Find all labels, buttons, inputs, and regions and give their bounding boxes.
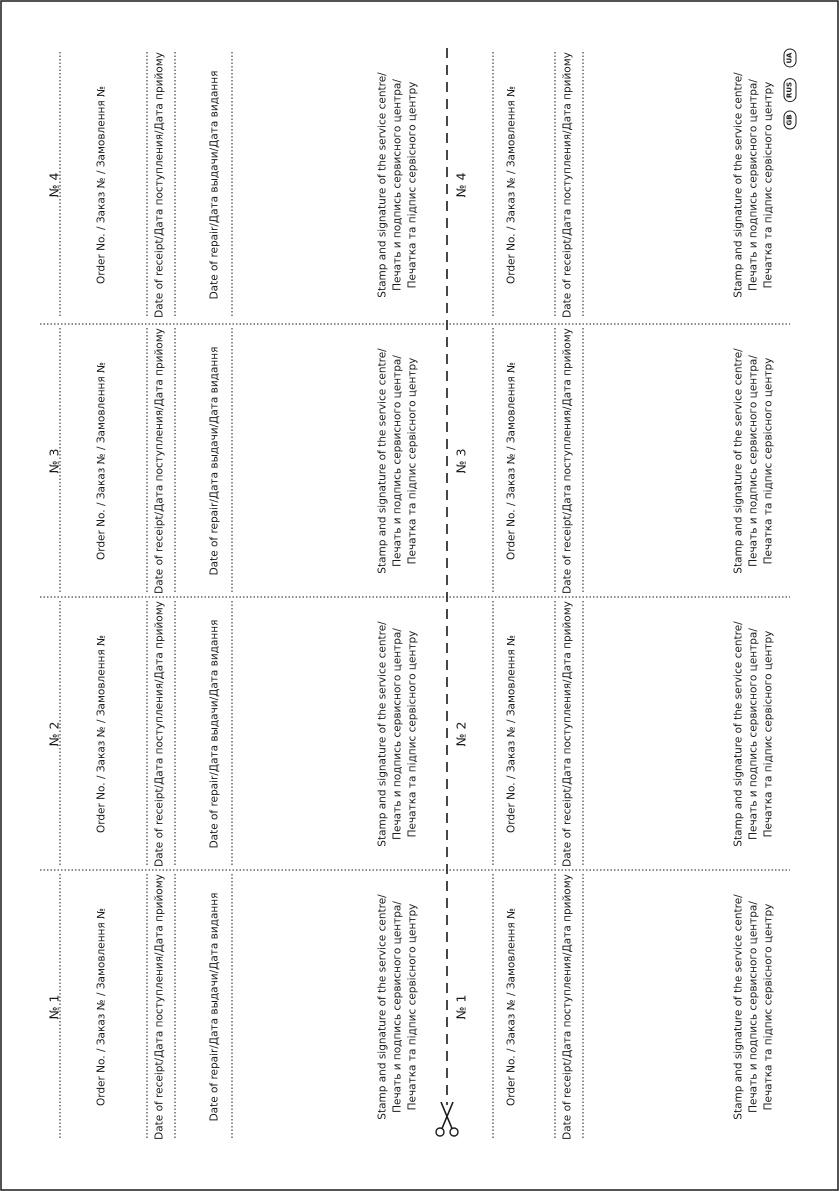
stub-date-of-receipt-field: Date of receipt/Дата поступления/Дата прийому xyxy=(561,600,574,867)
stamp-signature-field-line: Печать и подпись сервисного центра/ xyxy=(391,354,404,567)
coupon-number: № 2 xyxy=(46,721,62,746)
language-badge-rus: RUS xyxy=(784,78,797,102)
stub-stamp-signature-field-line: Печатка та підпис сервісного центру xyxy=(762,81,775,288)
stub-number: № 1 xyxy=(453,994,469,1019)
stub-order-number-field: Order No. / Заказ № / Замовлення № xyxy=(505,361,518,560)
stub-number: № 2 xyxy=(453,721,469,746)
order-number-field: Order No. / Заказ № / Замовлення № xyxy=(95,85,108,284)
stamp-signature-field-line: Печатка та підпис сервісного центру xyxy=(406,630,419,837)
stub-stamp-signature-field-line: Печать и подпись сервисного центра/ xyxy=(747,627,760,840)
stub-order-number-field: Order No. / Заказ № / Замовлення № xyxy=(505,634,518,833)
date-of-receipt-field: Date of receipt/Дата поступления/Дата прийому xyxy=(153,600,166,867)
date-of-repair-field: Date of repair/Дата выдачи/Дата видання xyxy=(208,70,221,299)
date-of-receipt-field: Date of receipt/Дата поступления/Дата прийому xyxy=(153,873,166,1140)
order-number-field: Order No. / Заказ № / Замовлення № xyxy=(95,907,108,1106)
stub-stamp-signature-field-line: Stamp and signature of the service centre/ xyxy=(732,620,745,847)
stub-number: № 3 xyxy=(453,448,469,473)
stamp-signature-field-line: Печатка та підпис сервісного центру xyxy=(406,81,419,288)
date-of-repair-field: Date of repair/Дата выдачи/Дата видання xyxy=(208,346,221,575)
stub-stamp-signature-field-line: Печатка та підпис сервісного центру xyxy=(762,630,775,837)
stub-stamp-signature-field-line: Stamp and signature of the service centre/ xyxy=(732,893,745,1120)
coupon-number: № 1 xyxy=(46,994,62,1019)
stub-order-number-field: Order No. / Заказ № / Замовлення № xyxy=(505,85,518,284)
language-badge-ua: UA xyxy=(784,49,797,68)
stamp-signature-field-line: Stamp and signature of the service centre/ xyxy=(376,71,389,298)
date-of-repair-field: Date of repair/Дата выдачи/Дата видання xyxy=(208,619,221,848)
stamp-signature-field-line: Stamp and signature of the service centre/ xyxy=(376,893,389,1120)
stub-stamp-signature-field-line: Печатка та підпис сервісного центру xyxy=(762,903,775,1110)
order-number-field: Order No. / Заказ № / Замовлення № xyxy=(95,361,108,560)
stub-stamp-signature-field xyxy=(732,621,777,846)
stub-stamp-signature-field-line: Stamp and signature of the service centre/ xyxy=(732,71,745,298)
stamp-signature-field xyxy=(376,894,421,1119)
stub-number: № 4 xyxy=(453,172,469,197)
order-number-field: Order No. / Заказ № / Замовлення № xyxy=(95,634,108,833)
stamp-signature-field-line: Печать и подпись сервисного центра/ xyxy=(391,78,404,291)
stub-date-of-receipt-field: Date of receipt/Дата поступления/Дата прийому xyxy=(561,873,574,1140)
stub-stamp-signature-field xyxy=(732,894,777,1119)
date-of-repair-field: Date of repair/Дата выдачи/Дата видання xyxy=(208,892,221,1121)
stamp-signature-field-line: Печатка та підпис сервісного центру xyxy=(406,357,419,564)
coupon-number: № 4 xyxy=(46,172,62,197)
stub-stamp-signature-field xyxy=(732,348,777,573)
stub-date-of-receipt-field: Date of receipt/Дата поступления/Дата прийому xyxy=(561,327,574,594)
stamp-signature-field xyxy=(376,621,421,846)
stamp-signature-field-line: Печать и подпись сервисного центра/ xyxy=(391,900,404,1113)
stub-order-number-field: Order No. / Заказ № / Замовлення № xyxy=(505,907,518,1106)
stamp-signature-field xyxy=(376,72,421,297)
stub-stamp-signature-field-line: Печать и подпись сервисного центра/ xyxy=(747,354,760,567)
stub-stamp-signature-field-line: Stamp and signature of the service centre/ xyxy=(732,347,745,574)
stamp-signature-field-line: Печать и подпись сервисного центра/ xyxy=(391,627,404,840)
stub-date-of-receipt-field: Date of receipt/Дата поступления/Дата прийому xyxy=(561,51,574,318)
stub-stamp-signature-field-line: Печать и подпись сервисного центра/ xyxy=(747,78,760,291)
coupon-number: № 3 xyxy=(46,448,62,473)
stamp-signature-field xyxy=(376,348,421,573)
language-badge-gb: GB xyxy=(784,110,797,129)
stub-stamp-signature-field-line: Печатка та підпис сервісного центру xyxy=(762,357,775,564)
language-badges xyxy=(770,42,810,132)
stamp-signature-field-line: Stamp and signature of the service centre/ xyxy=(376,347,389,574)
date-of-receipt-field: Date of receipt/Дата поступления/Дата прийому xyxy=(153,327,166,594)
stub-stamp-signature-field-line: Печать и подпись сервисного центра/ xyxy=(747,900,760,1113)
stamp-signature-field-line: Печатка та підпис сервісного центру xyxy=(406,903,419,1110)
stamp-signature-field-line: Stamp and signature of the service centre/ xyxy=(376,620,389,847)
scissors-icon xyxy=(436,1102,458,1136)
date-of-receipt-field: Date of receipt/Дата поступления/Дата прийому xyxy=(153,51,166,318)
